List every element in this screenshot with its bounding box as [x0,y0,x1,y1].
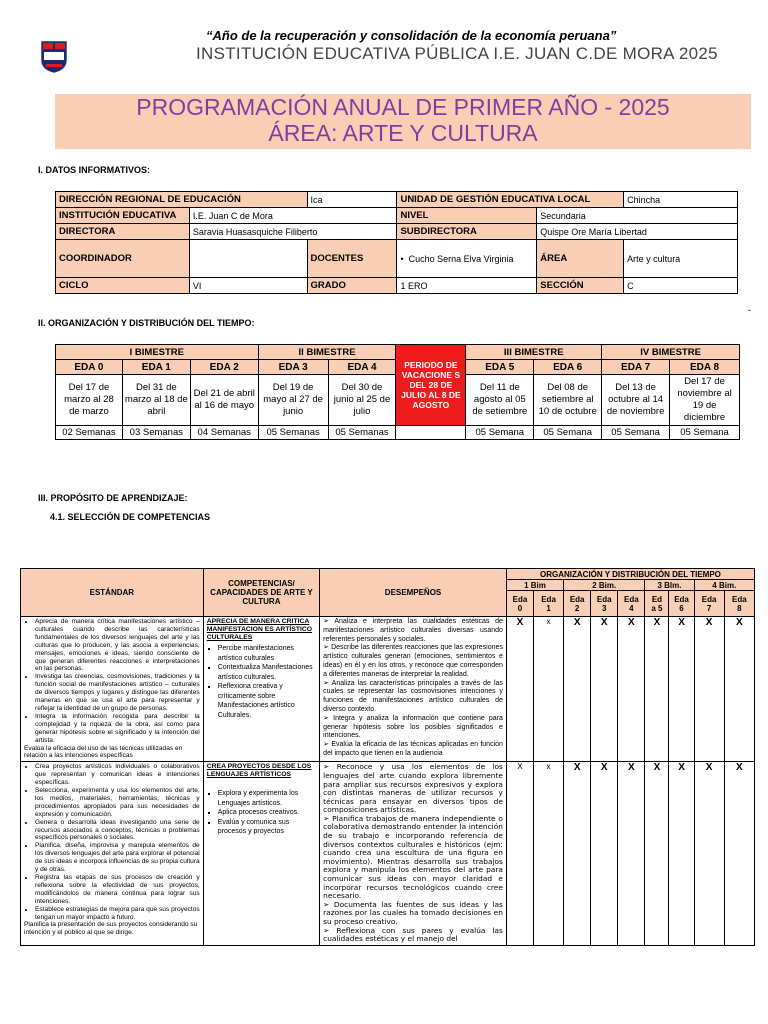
bullet: • [400,253,409,264]
list-item: ▪ Evalúa y comunica sus procesos y proyectos [218,818,316,837]
date-range: Del 11 de agosto al 05 de setiembre [466,375,534,426]
list-item: • Registra las etapas de sus procesos de creación y reflexiona sobre la efectividad de sus proyectos, modificándolos de manera continua para lograr sus intenciones. [35,874,200,906]
eda-mark: X [564,617,591,762]
eda-col-bottom: 6 [679,603,684,613]
eda-mark: X [506,617,533,762]
eda-mark: X [645,617,669,762]
section-heading-tiempo: II. ORGANIZACIÓN Y DISTRIBUCIÓN DEL TIEMPO: [38,318,255,328]
cell-label: UNIDAD DE GESTIÓN EDUCATIVA LOCAL [397,192,624,208]
stray-dash: - [748,305,751,315]
cell-label: SECCIÓN [537,278,624,294]
eda-col-bottom: a 5 [651,603,663,613]
date-range: Del 21 de abril al 16 de mayo [190,375,258,426]
list-item: ➢ Reflexiona con sus pares y evalúa las cualidades estéticas y el manejo del [323,927,503,944]
list-item: ➢ Integra y analiza la información que contiene para generar hipótesis sobre los posibles significados e intenciones. [323,715,503,741]
eda-mark: X [645,762,669,945]
week-count: 02 Semanas [56,426,123,440]
eda-col-top: Eda [674,594,689,604]
bim-header: 3 Blm. [645,580,694,591]
vacation-period: PERIODO DE VACACIONE S DEL 28 DE JULIO AL 8 DE AGOSTO [396,345,466,426]
eda-col-header [645,591,669,617]
cell-value: I.E. Juan C de Mora [189,208,397,224]
eda-col-header [724,591,754,617]
eda-header: EDA 1 [122,360,190,375]
week-count: 05 Semana [466,426,534,440]
eda-col-top: Eda [596,594,612,604]
list-item: ➢ Documenta las fuentes de sus ideas y las razones por las cuales ha tomado decisiones en su proceso creativo. [323,901,503,927]
eda-col-top: Ed [651,594,663,604]
list-item: • Establece estrategias de mejora para que sus proyectos tengan un mayor impacto a futuro. [35,906,200,922]
cell-value: Chincha [624,192,738,208]
week-count: 05 Semanas [258,426,328,440]
cell-label: CICLO [56,278,190,294]
area-title: ÁREA: ARTE Y CULTURA [268,120,538,146]
list-item: ▪ Contextualiza Manifestaciones artístico culturales. [218,663,316,682]
eda-mark: X [669,762,694,945]
list-item: • Integra la información recogida para describir la complejidad y la riqueza de la obra, así como para generar hipótesis sobre el significado y la intención del artista. [35,713,200,745]
performance-cell [320,762,507,945]
bimester-header: II BIMESTRE [258,345,396,360]
cell-value: C [624,278,738,294]
weeks-row [56,426,740,440]
eda-col-top: Eda [701,594,717,604]
cell-label: SUBDIRECTORA [397,224,537,240]
section-heading-proposito: III. PROPÓSITO DE APRENDIZAJE: [38,493,188,503]
cell-value: 1 ERO [397,278,537,294]
list-item: ➢ Analiza las características principales a través de las cuales se representar las cosmovisiones intenciones y funciones de manifestaciones artístico culturales de diverso contexto. [323,680,503,715]
eda-mark: X [694,762,724,945]
eda-col-header [618,591,645,617]
week-count: 04 Semanas [190,426,258,440]
eda-mark: X [669,617,694,762]
cell-value: VI [189,278,307,294]
school-shield-icon [40,40,68,74]
standard-cell [21,762,204,945]
competence-cell [203,762,319,945]
table-row [56,278,738,294]
eda-mark: X [724,762,754,945]
list-item: • Selecciona, experimenta y usa los elementos del arte, los medios, materiales, herramientas, técnicas y procedimientos apropiados para sus necesidades de expresión y comunicación. [35,787,200,819]
eda-header: EDA 6 [534,360,602,375]
header-performance: DESEMPEÑOS [320,569,507,617]
eda-header: EDA 3 [258,360,328,375]
list-item: • Investiga las creencias, cosmovisiones, tradiciones y la función social de manifestaciones artístico – culturales de diversos tiempos y lugares y distingue las diferentes maneras en que se usa el arte para representar y reflejar la identidad de un grupo de personas. [35,673,200,713]
date-range: Del 19 de mayo al 27 de junio [258,375,328,426]
list-item: • Aprecia de manera crítica manifestaciones artístico – culturales cuando describe las características fundamentales de los diversos lenguajes del arte y las culturas que lo producen, y las asocia a experiencias, mensajes, emociones e ideas, siendo consciente de que generan diferentes reacciones e interpretaciones en las personas. [35,618,200,673]
cell-label: COORDINADOR [56,240,190,278]
list-item: • Planifica, diseña, improvisa y manipula elementos de los diversos lenguajes del arte para explorar el potencial de sus ideas e incorpora influencias de su propia cultura y de otras. [35,842,200,874]
eda-mark: x [534,617,564,762]
cell-value: Quispe Ore María Libertad [537,224,738,240]
performance-cell [320,617,507,762]
title-banner [55,94,751,149]
eda-col-top: Eda [732,594,747,604]
eda-col-bottom: 0 [517,603,523,613]
week-count: 05 Semanas [328,426,396,440]
eda-header: EDA 4 [328,360,396,375]
date-range: Del 08 de setiembre al 10 de octubre [534,375,602,426]
list-item: ▪ Reflexiona creativa y críticamente sobre Manifestaciones artístico Culturales. [218,682,316,720]
bim-header: 4 Bim. [694,580,754,591]
bim-header: 2 Bim. [564,580,645,591]
list-item: ▪ Percibe manifestaciones artístico culturales [218,644,316,663]
eda-col-header [506,591,533,617]
eda-col-bottom: 2 [574,603,580,613]
page-title: PROGRAMACIÓN ANUAL DE PRIMER AÑO - 2025 [136,94,670,120]
list-item: ➢ Analiza e interpreta las cualidades estéticas de manifestaciones artístico culturales diversas usando referentes personales y sociales. [323,618,503,644]
cell-label: GRADO [307,278,397,294]
eda-mark: X [564,762,591,945]
cell-value [397,240,537,278]
eda-mark: X [694,617,724,762]
cell-label: DIRECTORA [56,224,190,240]
motto-text: “Año de la recuperación y consolidación de la economía peruana” [206,28,617,43]
eda-header: EDA 8 [670,360,740,375]
bimester-row [56,345,740,360]
table-row [56,240,738,278]
list-item: • Genera o desarrolla ideas investigando una serie de recursos asociados a conceptos, técnicas o problemas específicos personales o sociales. [35,819,200,843]
cell-label: ÁREA [537,240,624,278]
competence-title: APRECIA DE MANERA CRITICA MANIFESTACION ES ARTÍSTICO CULTURALES [206,618,313,641]
eda-mark: X [724,617,754,762]
section-heading-datos: I. DATOS INFORMATIVOS: [38,165,150,175]
eda-col-header [591,591,618,617]
competencies-table [20,568,755,946]
cell-value [189,240,307,278]
eda-header: EDA 2 [190,360,258,375]
header-organization: ORGANIZACIÓN Y DISTRIBUCIÓN DEL TIEMPO [506,569,754,580]
cell-label: DOCENTES [307,240,397,278]
table-row [56,208,738,224]
standard-tail: Evalúa la eficacia del uso de las técnicas utilizadas en relación a las intenciones específicas [24,744,183,760]
table-row [56,192,738,208]
date-range: Del 17 de marzo al 28 de marzo [56,375,123,426]
eda-mark: X [618,762,645,945]
eda-col-header [534,591,564,617]
week-count: 05 Semana [602,426,670,440]
eda-mark: X [618,617,645,762]
eda-col-header [564,591,591,617]
table-row [21,762,755,945]
eda-col-top: Eda [624,594,639,604]
eda-mark: X [591,617,618,762]
week-count: 05 Semana [534,426,602,440]
list-item: ➢ Reconoce y usa los elementos de los lenguajes del arte cuando explora libremente para ampliar sus recursos expresivos y explora con distintas maneras de utilizar recursos y técnicas para ensayar en diversos tipos de composiciones artísticas. [323,763,503,815]
date-range: Del 13 de octubre al 14 de noviembre [602,375,670,426]
header-competence: COMPETENCIAS/ CAPACIDADES DE ARTE Y CULTURA [203,569,319,617]
week-count: 03 Semanas [122,426,190,440]
eda-col-header [694,591,724,617]
institution-name: INSTITUCIÓN EDUCATIVA PÚBLICA I.E. JUAN C.DE MORA 2025 [196,44,718,63]
table-row [56,224,738,240]
eda-mark: X [591,762,618,945]
table-row [21,617,755,762]
bimester-header: I BIMESTRE [56,345,259,360]
cell-value: Ica [307,192,397,208]
eda-mark: x [534,762,564,945]
time-distribution-table [55,344,740,440]
eda-mark: X [506,762,533,945]
cell-value: Saravia Huasasquiche Filiberto [189,224,397,240]
competence-cell [203,617,319,762]
eda-col-top: Eda [569,594,585,604]
eda-header: EDA 7 [602,360,670,375]
informative-data-table [55,191,738,294]
eda-col-header [669,591,694,617]
list-item: ▪ Explora y experimenta los Lenguajes artísticos. [218,789,316,808]
vacation-blank [396,426,466,440]
eda-col-bottom: 8 [737,603,742,613]
eda-col-bottom: 7 [706,603,712,613]
eda-header: EDA 5 [466,360,534,375]
competence-title: CREA PROYECTOS DESDE LOS LENGUAJES ARTÍSTICOS [206,763,312,779]
list-item: ➢ Evalúa la eficacia de las técnicas aplicadas en función del impacto que tienen en la audiencia [323,741,503,759]
teacher-name: Cucho Serna Elva Virginia [408,253,514,264]
cell-label: NIVEL [397,208,537,224]
eda-col-top: Eda [512,594,528,604]
subheading-competencias: 4.1. SELECCIÓN DE COMPETENCIAS [50,512,211,522]
list-item: • Crea proyectos artísticos individuales o colaborativos que representan y comunican ideas e intenciones específicas. [35,763,200,787]
eda-col-bottom: 4 [629,603,634,613]
header-standard: ESTÁNDAR [21,569,204,617]
cell-value: Arte y cultura [624,240,738,278]
list-item: ➢ Planifica trabajos de manera independiente o colaborativa demostrando entender la intención de su trabajo e incorporando referencia de diversos contextos culturales e históricos (ejm: cuando crea una escultura de una figura en movimiento). Mientras desarrolla sus trabajos explora y manipula los elementos del arte para comunicar sus ideas con mayor claridad e incorporar recursos tecnológicos cuando cree necesario. [323,815,503,901]
eda-col-bottom: 1 [546,603,551,613]
eda-col-bottom: 3 [602,603,607,613]
cell-label: INSTITUCIÓN EDUCATIVA [56,208,190,224]
standard-tail: Planifica la presentación de sus proyectos considerando su intención y el público al que se dirige. [24,921,198,937]
bimester-header: III BIMESTRE [466,345,602,360]
cell-label: DIRECCIÓN REGIONAL DE EDUCACIÓN [56,192,308,208]
bimester-header: IV BIMESTRE [602,345,740,360]
week-count: 05 Semana [670,426,740,440]
list-item: ▪ Aplica procesos creativos. [218,808,316,818]
header-row [21,569,755,580]
eda-header: EDA 0 [56,360,123,375]
eda-col-top: Eda [541,594,556,604]
date-range: Del 31 de marzo al 18 de abril [122,375,190,426]
cell-value: Secundaria [537,208,738,224]
standard-cell [21,617,204,762]
bim-header: 1 Bim [506,580,563,591]
date-range: Del 30 de junio al 25 de julio [328,375,396,426]
date-range: Del 17 de noviembre al 19 de diciembre [670,375,740,426]
list-item: ➢ Describe las diferentes reacciones que las expresiones artístico culturales generan (emociones, sentimientos e ideas) en él y en los otros, y reconoce que corresponden a diferentes maneras de interpretar la realidad. [323,644,503,679]
